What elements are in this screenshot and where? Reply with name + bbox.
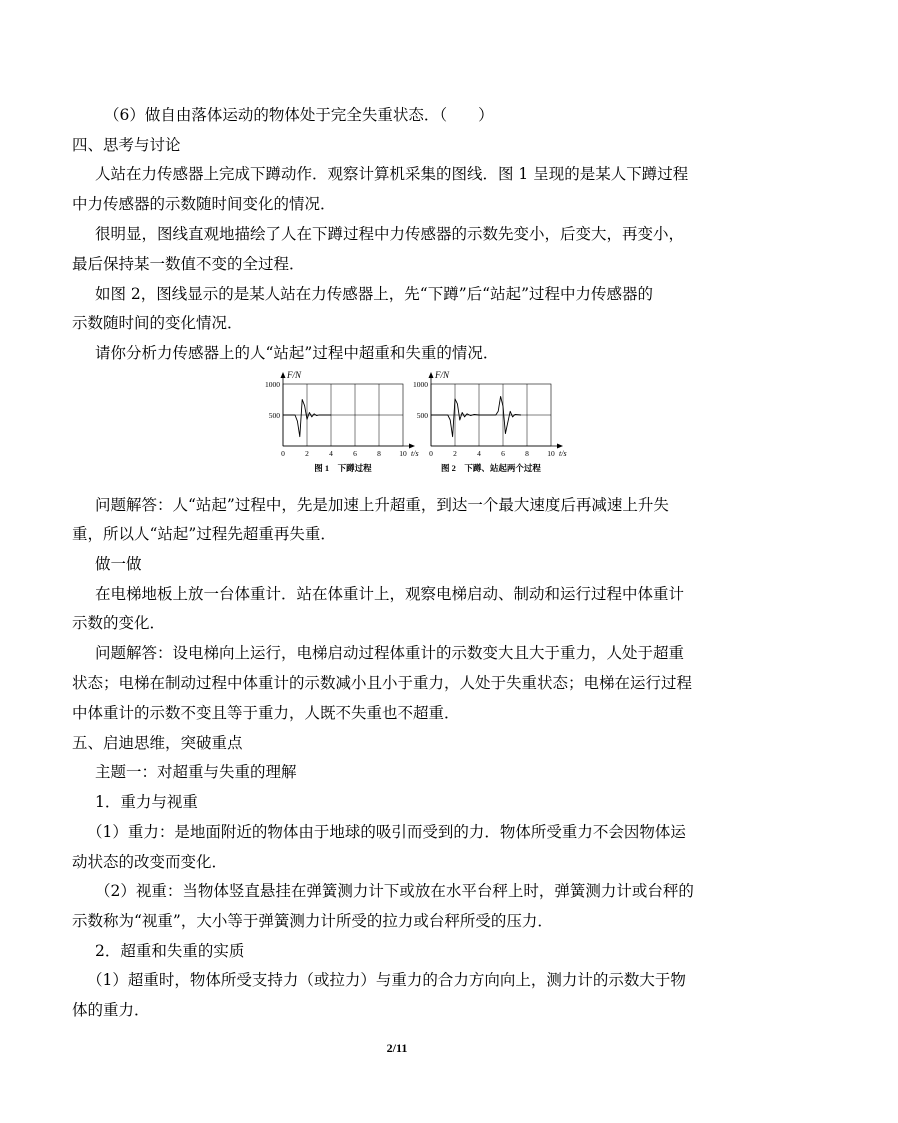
y-axis-arrow: [429, 372, 434, 378]
x-axis-label: t/s: [411, 449, 419, 458]
x-tick-label: 6: [501, 449, 505, 458]
paragraph-line: 示数随时间的变化情况．: [72, 314, 243, 332]
paragraph-line: （1）超重时，物体所受支持力（或拉力）与重力的合力方向向上，测力计的示数大于物: [87, 971, 686, 989]
x-axis-label: t/s: [559, 449, 567, 458]
paragraph-line: 问题解答：人“站起”过程中，先是加速上升超重，到达一个最大速度后再减速上升失: [95, 496, 669, 514]
subheading: 做一做: [95, 555, 142, 573]
x-tick-label: 0: [429, 449, 433, 458]
x-tick-label: 2: [305, 449, 309, 458]
force-time-graphs: [258, 364, 567, 480]
paragraph-line: 状态；电梯在制动过程中体重计的示数减小且小于重力，人处于失重状态；电梯在运行过程: [72, 674, 693, 692]
y-tick-label: 1000: [413, 380, 428, 389]
paragraph-line: 重，所以人“站起”过程先超重再失重．: [72, 525, 336, 543]
paragraph-line: 如图 2，图线显示的是某人站在力传感器上，先“下蹲”后“站起”过程中力传感器的: [95, 285, 653, 303]
subheading: 2．超重和失重的实质: [95, 942, 245, 960]
paragraph-line: 示数称为“视重”，大小等于弹簧测力计所受的拉力或台秤所受的压力．: [72, 912, 553, 930]
y-tick-label: 500: [416, 411, 428, 420]
x-axis-arrow: [409, 444, 415, 449]
paragraph-line: 人站在力传感器上完成下蹲动作．观察计算机采集的图线．图 1 呈现的是某人下蹲过程: [95, 165, 689, 183]
paragraph-line: （1）重力：是地面附近的物体由于地球的吸引而受到的力．物体所受重力不会因物体运: [87, 823, 686, 841]
x-tick-label: 0: [281, 449, 285, 458]
x-axis-arrow: [557, 444, 563, 449]
figure-caption: 图 1 下蹲过程: [314, 463, 372, 473]
paragraph-line: 最后保持某一数值不变的全过程．: [72, 255, 305, 273]
force-curve: [431, 396, 521, 436]
subheading: 1．重力与视重: [95, 793, 198, 811]
x-tick-label: 4: [329, 449, 333, 458]
x-tick-label: 8: [377, 449, 381, 458]
text-line: （6）做自由落体运动的物体处于完全失重状态．（ ）: [104, 106, 494, 124]
paragraph-line: 中力传感器的示数随时间变化的情况．: [72, 195, 336, 213]
paragraph-line: 在电梯地板上放一台体重计．站在体重计上，观察电梯启动、制动和运行过程中体重计: [95, 585, 685, 603]
x-tick-label: 2: [453, 449, 457, 458]
chart-1: [265, 370, 419, 473]
y-tick-label: 1000: [265, 380, 280, 389]
chart-2: [413, 370, 567, 473]
paragraph-line: 动状态的改变而变化．: [72, 853, 228, 871]
paragraph-line: 很明显，图线直观地描绘了人在下蹲过程中力传感器的示数先变小，后变大，再变小，: [95, 225, 685, 243]
paragraph-line: （2）视重：当物体竖直悬挂在弹簧测力计下或放在水平台秤上时，弹簧测力计或台秤的: [95, 882, 694, 900]
subheading: 主题一：对超重与失重的理解: [95, 763, 297, 781]
paragraph-line: 示数的变化．: [72, 614, 166, 632]
figure-caption: 图 2 下蹲、站起两个过程: [441, 463, 541, 473]
x-tick-label: 10: [547, 449, 555, 458]
x-tick-label: 4: [477, 449, 481, 458]
section-heading: 四、思考与讨论: [72, 136, 181, 154]
section-heading: 五、启迪思维，突破重点: [72, 734, 243, 752]
paragraph-line: 问题解答：设电梯向上运行，电梯启动过程体重计的示数变大且大于重力，人处于超重: [95, 644, 685, 662]
paragraph-line: 请你分析力传感器上的人“站起”过程中超重和失重的情况．: [95, 344, 499, 362]
y-tick-label: 500: [268, 411, 280, 420]
x-tick-label: 6: [353, 449, 357, 458]
x-tick-label: 10: [399, 449, 407, 458]
paragraph-line: 中体重计的示数不变且等于重力，人既不失重也不超重．: [72, 704, 460, 722]
x-tick-label: 8: [525, 449, 529, 458]
y-axis-arrow: [281, 372, 286, 378]
paragraph-line: 体的重力．: [72, 1001, 150, 1019]
y-axis-label: F/N: [435, 370, 450, 380]
page-number: 2/11: [386, 1041, 408, 1055]
y-axis-label: F/N: [287, 370, 302, 380]
force-time-figure: [258, 364, 567, 480]
